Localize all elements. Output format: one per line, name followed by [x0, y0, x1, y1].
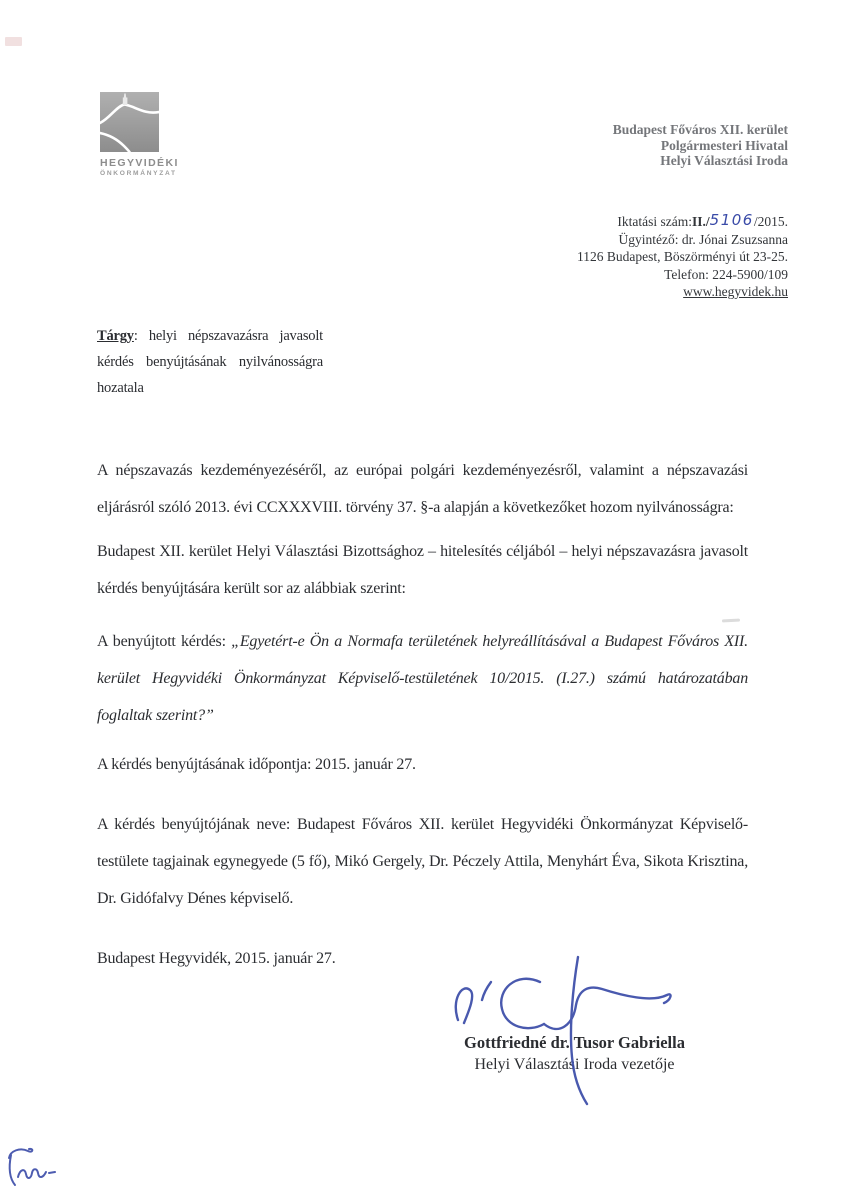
subject-label: Tárgy: [97, 328, 134, 344]
paragraph-submission-date: A kérdés benyújtásának időpontja: 2015. január 27.: [97, 756, 416, 773]
office-address-line: 1126 Budapest, Böszörményi út 23-25.: [577, 249, 788, 264]
signer-title: Helyi Választási Iroda vezetője: [474, 1056, 675, 1073]
registration-handwritten-number: 5106: [709, 211, 754, 229]
paragraph-submitters: A kérdés benyújtójának neve: Budapest Főváros XII. kerület Hegyvidéki Önkormányzat Képviselő-testülete tagjainak egynegyede (5 fő), Mikó Gergely, Dr. Péczely Attila, Menyhárt Éva, Sikota Krisztina, Dr. Gidófalvy Dénes képviselő.: [97, 816, 748, 907]
scan-corner-mark: [5, 37, 22, 46]
case-officer-line: Ügyintéző: dr. Jónai Zsuzsanna: [618, 231, 788, 247]
registration-printed-prefix: II./: [692, 214, 710, 229]
municipality-logo: [100, 92, 230, 177]
signer-name: Gottfriedné dr. Tusor Gabriella: [464, 1033, 685, 1052]
letterhead-line-3: Helyi Választási Iroda: [660, 153, 788, 168]
registration-label: Iktatási szám:: [617, 214, 693, 229]
subject-block: [97, 323, 323, 401]
hill-tower-logo-icon: [100, 92, 230, 152]
subject-text: : helyi népszavazásra javasolt kérdés benyújtásának nyilvánosságra hozatala: [97, 328, 323, 396]
letterhead: [613, 122, 788, 169]
logo-name: HEGYVIDÉKI: [100, 157, 179, 169]
registration-number-line: [577, 213, 788, 231]
logo-subname: ÖNKORMÁNYZAT: [100, 170, 177, 177]
letterhead-line-1: Budapest Főváros XII. kerület: [612, 122, 788, 137]
office-phone-line: Telefon: 224-5900/109: [664, 266, 788, 282]
office-website-link: www.hegyvidek.hu: [683, 284, 788, 299]
registration-suffix: /2015.: [753, 214, 788, 229]
paragraph-submission: Budapest XII. kerület Helyi Választási Bizottsághoz – hitelesítés céljából – helyi népszavazásra javasolt kérdés benyújtására került sor az alábbiak szerint:: [97, 543, 748, 597]
clerk-initials-ink: [2, 1142, 72, 1199]
paragraph-legal-basis: A népszavazás kezdeményezéséről, az európai polgári kezdeményezésről, valamint a népszavazási eljárásról szóló 2013. évi CCXXXVIII. törvény 37. §-a alapján a következőket hozom nyilvánosságra:: [97, 462, 748, 516]
letter-body: [97, 452, 748, 977]
place-and-date-line: Budapest Hegyvidék, 2015. január 27.: [97, 950, 336, 967]
paragraph-question: [97, 623, 748, 734]
referendum-question-quote: „Egyetért-e Ön a Normafa területének helyreállításával a Budapest Főváros XII. kerület Hegyvidéki Önkormányzat Képviselő-testületének 10/2015. (I.27.) számú határozatában foglaltak szerint?”: [97, 633, 748, 724]
letterhead-line-2: Polgármesteri Hivatal: [660, 137, 788, 153]
registration-block: [577, 213, 788, 301]
signature-block: [432, 1032, 717, 1076]
question-intro: A benyújtott kérdés:: [97, 633, 232, 650]
